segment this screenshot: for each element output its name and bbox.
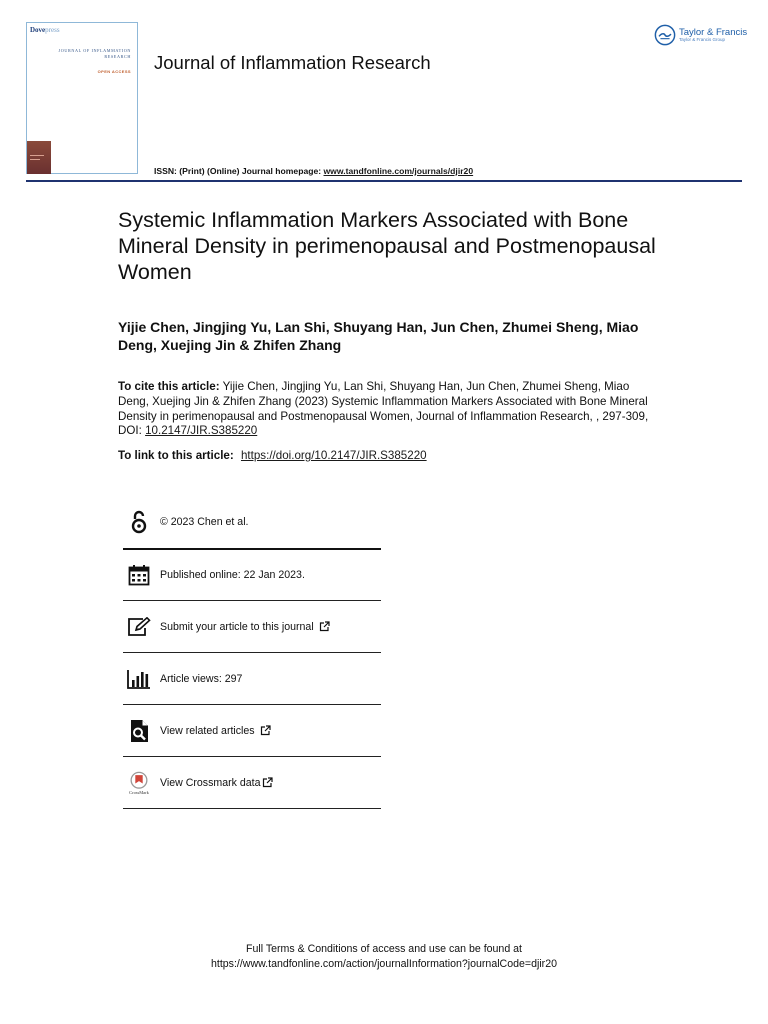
- external-link-icon: [319, 621, 330, 632]
- published-row: [123, 548, 381, 600]
- external-link-icon: [262, 777, 273, 788]
- cite-text: Yijie Chen, Jingjing Yu, Lan Shi, Shuyang Han, Jun Chen, Zhumei Sheng, Miao Deng, Xuejing Jin & Zhifen Zhang (2023) Systemic Inflammation Markers Associated with Bone Mineral Density in perimenopausal and Postmenopausal Women, Journal of Inflammation Research, , 297-309, DOI:: [118, 380, 649, 438]
- submit-article-row[interactable]: [123, 600, 381, 652]
- cover-publisher: Dovepress: [30, 26, 60, 34]
- bar-chart-icon: [127, 666, 151, 692]
- journal-cover-thumbnail: [26, 22, 138, 174]
- terms-footer: [0, 942, 768, 971]
- terms-url[interactable]: https://www.tandfonline.com/action/journalInformation?journalCode=djir20: [211, 957, 557, 970]
- crossmark-row[interactable]: [123, 756, 381, 808]
- cover-image: [27, 141, 51, 174]
- article-link-line: [118, 449, 427, 462]
- article-views-row: [123, 652, 381, 704]
- citation-block: [118, 380, 663, 439]
- cover-journal-name: JOURNAL OF INFLAMMATION RESEARCH: [58, 48, 131, 59]
- cover-open-access-badge: OPEN ACCESS: [97, 69, 131, 74]
- journal-title: Journal of Inflammation Research: [154, 52, 431, 73]
- info-list-bottom-rule: [123, 808, 381, 809]
- related-articles-link[interactable]: View related articles: [160, 724, 255, 737]
- svg-text:CrossMark: CrossMark: [129, 789, 149, 795]
- external-link-icon: [260, 725, 271, 736]
- submit-article-link[interactable]: Submit your article to this journal: [160, 620, 314, 633]
- article-authors: Yijie Chen, Jingjing Yu, Lan Shi, Shuyang Han, Jun Chen, Zhumei Sheng, Miao Deng, Xuejing Jin & Zhifen Zhang: [118, 319, 639, 353]
- search-document-icon: [127, 718, 151, 744]
- copyright-text: © 2023 Chen et al.: [160, 516, 249, 528]
- related-articles-row[interactable]: [123, 704, 381, 756]
- article-info-list: [123, 496, 381, 809]
- issn-label: ISSN: (Print) (Online) Journal homepage:: [154, 166, 322, 176]
- cite-label: To cite this article:: [118, 380, 220, 393]
- open-access-icon: [127, 509, 151, 535]
- journal-homepage-link[interactable]: www.tandfonline.com/journals/djir20: [323, 166, 474, 176]
- link-label: To link to this article:: [118, 449, 234, 462]
- issn-line: [154, 166, 473, 176]
- published-date-text: Published online: 22 Jan 2023.: [160, 569, 305, 581]
- doi-link[interactable]: 10.2147/JIR.S385220: [145, 424, 258, 438]
- crossmark-icon: [127, 770, 151, 796]
- taylor-francis-logo[interactable]: [654, 23, 747, 47]
- copyright-row: [123, 496, 381, 548]
- article-title: Systemic Inflammation Markers Associated with Bone Mineral Density in perimenopausal and Postmenopausal Women: [118, 208, 656, 284]
- header-divider: [26, 180, 742, 182]
- calendar-icon: [127, 562, 151, 588]
- terms-line: Full Terms & Conditions of access and use can be found at: [246, 943, 522, 955]
- taylor-francis-emblem-icon: [654, 24, 676, 46]
- edit-icon: [127, 614, 151, 640]
- taylor-francis-wordmark: Taylor & Francis Taylor & Francis Group: [679, 26, 748, 42]
- article-views-text: Article views: 297: [160, 672, 243, 685]
- article-doi-url[interactable]: https://doi.org/10.2147/JIR.S385220: [240, 449, 427, 462]
- crossmark-link[interactable]: View Crossmark data: [160, 776, 261, 789]
